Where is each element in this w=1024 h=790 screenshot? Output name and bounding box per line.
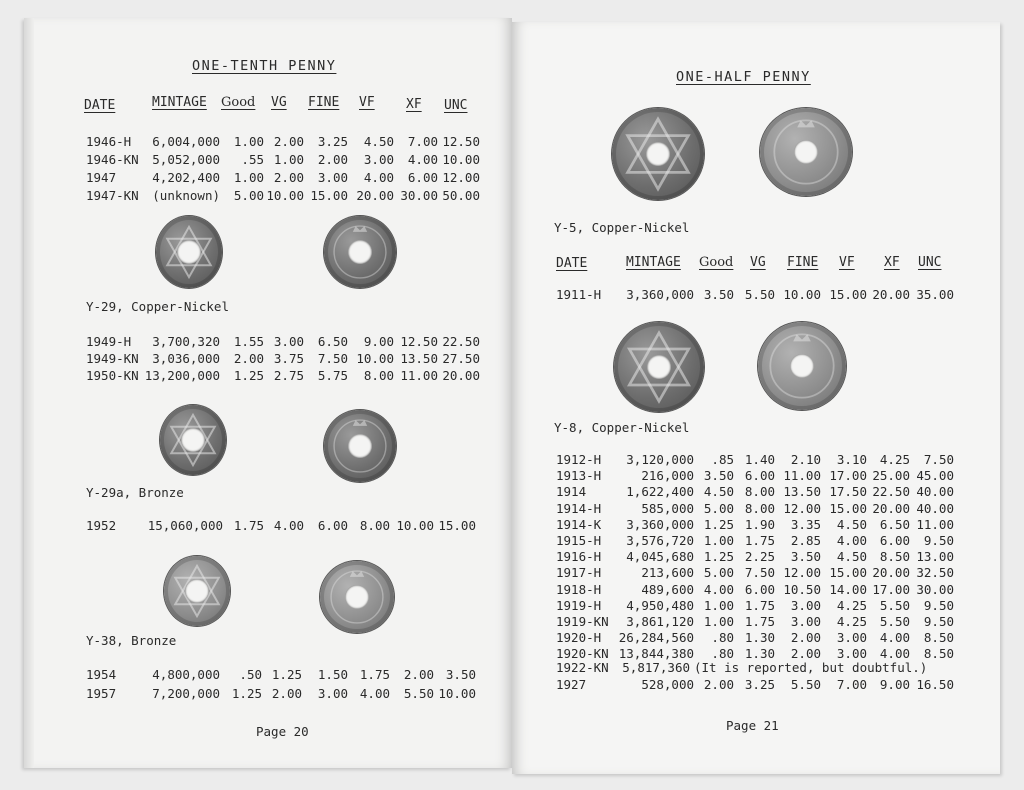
table-row xyxy=(512,468,1000,485)
cell-fine: 3.35 xyxy=(790,516,821,532)
cell-vg: 1.25 xyxy=(271,667,302,682)
cell-vf: 4.25 xyxy=(836,614,867,629)
table-row xyxy=(512,549,1000,566)
cell-fine: 3.25 xyxy=(317,134,348,149)
cell-vf: 4.00 xyxy=(836,533,867,548)
coin-type-label: Y-5, Copper-Nickel xyxy=(554,220,690,235)
cell-date: 1947 xyxy=(86,170,117,185)
table-row xyxy=(512,501,1000,518)
cell-vg: 10.00 xyxy=(266,188,304,203)
cell-fine: 1.50 xyxy=(317,667,348,682)
cell-xf: 22.50 xyxy=(872,484,910,500)
cell-unc: 40.00 xyxy=(916,484,954,500)
coin-obverse xyxy=(156,216,222,288)
coin-type-label: Y-29, Copper-Nickel xyxy=(86,299,229,314)
cell-unc: 8.50 xyxy=(923,646,954,662)
cell-xf: 20.00 xyxy=(872,500,910,516)
coin-type-label: Y-38, Bronze xyxy=(86,633,177,648)
cell-vg: 7.50 xyxy=(744,565,775,581)
cell-unc: 40.00 xyxy=(916,500,954,516)
cell-fine: 15.00 xyxy=(310,188,348,203)
col-unc: UNC xyxy=(444,98,468,113)
cell-date: 1914 xyxy=(556,484,587,500)
cell-date: 1957 xyxy=(86,686,117,701)
cell-mintage: 15,060,000 xyxy=(147,518,223,533)
cell-vf: 14.00 xyxy=(829,581,867,597)
table-row xyxy=(24,170,512,187)
cell-unc: 9.50 xyxy=(923,533,954,548)
cell-vg: 3.25 xyxy=(744,677,775,692)
cell-vg: 8.00 xyxy=(744,500,775,516)
cell-vf: 3.10 xyxy=(836,452,867,467)
cell-vf: 10.00 xyxy=(356,351,394,366)
cell-fine: 5.50 xyxy=(790,677,821,692)
col-date: DATE xyxy=(84,98,116,113)
table-row xyxy=(24,152,512,169)
cell-vf: 15.00 xyxy=(829,500,867,516)
cell-date: 1949-H xyxy=(86,334,132,349)
cell-fine: 11.00 xyxy=(783,468,821,484)
cell-good: 5.00 xyxy=(233,188,264,203)
cell-mintage: 13,200,000 xyxy=(144,368,220,383)
cell-unc: 32.50 xyxy=(916,565,954,581)
cell-mintage: 216,000 xyxy=(641,468,694,484)
cell-note: (It is reported, but doubtful.) xyxy=(694,660,928,675)
cell-good: 5.00 xyxy=(703,500,734,516)
cell-mintage: 585,000 xyxy=(641,500,694,516)
cell-mintage: 4,950,480 xyxy=(626,597,694,613)
coin-type-label: Y-29a, Bronze xyxy=(86,485,184,500)
cell-unc: 9.50 xyxy=(923,614,954,629)
cell-good: 1.00 xyxy=(703,614,734,629)
cell-good: 5.00 xyxy=(703,565,734,581)
cell-mintage: 3,120,000 xyxy=(626,452,694,467)
cell-vf: 3.00 xyxy=(363,152,394,167)
cell-unc: 12.50 xyxy=(442,134,480,149)
cell-fine: 6.00 xyxy=(317,518,348,533)
cell-good: 3.50 xyxy=(703,468,734,484)
coin-type-label: Y-8, Copper-Nickel xyxy=(554,420,690,435)
cell-mintage: 7,200,000 xyxy=(152,686,220,701)
cell-good: 1.00 xyxy=(703,597,734,613)
cell-vf: 1.75 xyxy=(359,667,390,682)
cell-mintage: 3,360,000 xyxy=(626,516,694,532)
cell-mintage: 3,576,720 xyxy=(626,533,694,548)
cell-xf: 8.50 xyxy=(879,549,910,565)
cell-vf: 4.25 xyxy=(836,597,867,613)
cell-vg: 6.00 xyxy=(744,581,775,597)
cell-vf: 15.00 xyxy=(829,565,867,581)
cell-vg: 1.40 xyxy=(744,452,775,467)
cell-good: 1.75 xyxy=(233,518,264,533)
cell-mintage: 4,045,680 xyxy=(626,549,694,565)
cell-mintage: 213,600 xyxy=(641,565,694,581)
cell-xf: 10.00 xyxy=(396,518,434,533)
cell-fine: 13.50 xyxy=(783,484,821,500)
cell-unc: 15.00 xyxy=(438,518,476,533)
table-row xyxy=(512,582,1000,599)
cell-vf: 9.00 xyxy=(363,334,394,349)
cell-date: 1946-H xyxy=(86,134,132,149)
cell-unc: 8.50 xyxy=(923,630,954,646)
cell-fine: 3.00 xyxy=(317,686,348,701)
cell-good: 1.25 xyxy=(703,516,734,532)
page-number: Page 20 xyxy=(256,724,309,739)
cell-vg: 1.30 xyxy=(744,646,775,662)
cell-date: 1918-H xyxy=(556,581,602,597)
cell-xf: 6.50 xyxy=(879,516,910,532)
cell-mintage: 528,000 xyxy=(641,677,694,692)
cell-vg: 1.90 xyxy=(744,516,775,532)
cell-vg: 1.00 xyxy=(273,152,304,167)
cell-xf: 11.00 xyxy=(400,368,438,383)
cell-date: 1916-H xyxy=(556,549,602,565)
cell-fine: 3.00 xyxy=(790,597,821,613)
col-mintage: MINTAGE xyxy=(152,95,207,110)
cell-good: .80 xyxy=(711,646,734,662)
cell-mintage: 6,004,000 xyxy=(152,134,220,149)
cell-mintage: 5,052,000 xyxy=(152,152,220,167)
cell-vg: 2.00 xyxy=(273,134,304,149)
col-good: Good xyxy=(221,95,256,110)
cell-mintage: 5,817,360 xyxy=(622,660,690,675)
cell-vg: 8.00 xyxy=(744,484,775,500)
cell-unc: 30.00 xyxy=(916,581,954,597)
left-page xyxy=(24,18,512,768)
table-row xyxy=(512,630,1000,647)
cell-unc: 11.00 xyxy=(916,516,954,532)
cell-unc: 45.00 xyxy=(916,468,954,484)
coin-reverse xyxy=(324,216,396,288)
col-fine: FINE xyxy=(787,255,819,270)
cell-vf: 4.50 xyxy=(363,134,394,149)
cell-fine: 10.00 xyxy=(783,287,821,302)
cell-date: 1920-KN xyxy=(556,646,609,662)
cell-date: 1912-H xyxy=(556,452,602,467)
col-fine: FINE xyxy=(308,95,340,110)
cell-date: 1950-KN xyxy=(86,368,139,383)
cell-vg: 2.00 xyxy=(273,170,304,185)
col-vg: VG xyxy=(271,95,287,110)
cell-xf: 13.50 xyxy=(400,351,438,366)
coin-obverse xyxy=(164,556,230,626)
cell-xf: 4.25 xyxy=(879,452,910,467)
cell-date: 1914-H xyxy=(556,500,602,516)
cell-good: 2.00 xyxy=(233,351,264,366)
cell-date: 1911-H xyxy=(556,287,602,302)
cell-date: 1917-H xyxy=(556,565,602,581)
cell-xf: 6.00 xyxy=(407,170,438,185)
table-row xyxy=(24,334,512,351)
cell-vf: 4.50 xyxy=(836,516,867,532)
cell-unc: 12.00 xyxy=(442,170,480,185)
cell-xf: 4.00 xyxy=(879,630,910,646)
cell-good: 4.50 xyxy=(703,484,734,500)
cell-unc: 50.00 xyxy=(442,188,480,203)
cell-xf: 17.00 xyxy=(872,581,910,597)
cell-good: .50 xyxy=(239,667,262,682)
cell-good: 3.50 xyxy=(703,287,734,302)
cell-xf: 12.50 xyxy=(400,334,438,349)
cell-fine: 2.10 xyxy=(790,452,821,467)
cell-date: 1927 xyxy=(556,677,587,692)
col-vg: VG xyxy=(750,255,766,270)
cell-good: 1.00 xyxy=(233,170,264,185)
cell-xf: 2.00 xyxy=(403,667,434,682)
cell-xf: 4.00 xyxy=(879,646,910,662)
cell-unc: 10.00 xyxy=(438,686,476,701)
cell-mintage: 3,700,320 xyxy=(152,334,220,349)
cell-date: 1952 xyxy=(86,518,117,533)
col-xf: XF xyxy=(406,97,422,112)
table-row xyxy=(512,565,1000,582)
cell-good: 1.55 xyxy=(233,334,264,349)
cell-vg: 2.25 xyxy=(744,549,775,565)
table-row xyxy=(24,134,512,151)
cell-good: 1.25 xyxy=(703,549,734,565)
col-unc: UNC xyxy=(918,255,942,270)
table-row xyxy=(512,484,1000,501)
cell-xf: 7.00 xyxy=(407,134,438,149)
cell-date: 1947-KN xyxy=(86,188,139,203)
cell-unc: 10.00 xyxy=(442,152,480,167)
cell-mintage: 489,600 xyxy=(641,581,694,597)
cell-date: 1946-KN xyxy=(86,152,139,167)
col-date: DATE xyxy=(556,256,588,271)
cell-fine: 3.50 xyxy=(790,549,821,565)
cell-date: 1919-KN xyxy=(556,614,609,629)
cell-xf: 20.00 xyxy=(872,287,910,302)
table-row xyxy=(512,287,1000,304)
cell-good: 1.25 xyxy=(231,686,262,701)
cell-vg: 1.75 xyxy=(744,533,775,548)
cell-vf: 3.00 xyxy=(836,630,867,646)
cell-unc: 20.00 xyxy=(442,368,480,383)
cell-vg: 2.75 xyxy=(273,368,304,383)
cell-fine: 6.50 xyxy=(317,334,348,349)
cell-vf: 4.50 xyxy=(836,549,867,565)
coin-reverse xyxy=(758,322,846,410)
cell-mintage: 26,284,560 xyxy=(618,630,694,646)
coin-reverse xyxy=(760,108,852,196)
cell-vf: 7.00 xyxy=(836,677,867,692)
cell-vf: 4.00 xyxy=(363,170,394,185)
coin-reverse xyxy=(320,561,394,633)
cell-date: 1915-H xyxy=(556,533,602,548)
cell-vg: 4.00 xyxy=(273,518,304,533)
cell-unc: 22.50 xyxy=(442,334,480,349)
right-page xyxy=(512,22,1000,774)
col-mintage: MINTAGE xyxy=(626,255,681,270)
cell-fine: 12.00 xyxy=(783,565,821,581)
cell-unc: 27.50 xyxy=(442,351,480,366)
cell-date: 1919-H xyxy=(556,597,602,613)
cell-unc: 7.50 xyxy=(923,452,954,467)
cell-vg: 1.75 xyxy=(744,614,775,629)
table-row xyxy=(512,517,1000,534)
table-row xyxy=(512,614,1000,631)
table-row xyxy=(24,368,512,385)
col-good: Good xyxy=(699,255,734,270)
cell-good: 1.00 xyxy=(703,533,734,548)
cell-good: 2.00 xyxy=(703,677,734,692)
page-title: ONE-TENTH PENNY xyxy=(192,58,337,74)
cell-unc: 16.50 xyxy=(916,677,954,692)
cell-fine: 3.00 xyxy=(317,170,348,185)
cell-vg: 1.75 xyxy=(744,597,775,613)
cell-vf: 20.00 xyxy=(356,188,394,203)
cell-vg: 3.00 xyxy=(273,334,304,349)
cell-vg: 5.50 xyxy=(744,287,775,302)
cell-fine: 2.85 xyxy=(790,533,821,548)
cell-vf: 4.00 xyxy=(359,686,390,701)
cell-mintage: 13,844,380 xyxy=(618,646,694,662)
cell-fine: 7.50 xyxy=(317,351,348,366)
cell-fine: 2.00 xyxy=(317,152,348,167)
cell-xf: 9.00 xyxy=(879,677,910,692)
cell-unc: 35.00 xyxy=(916,287,954,302)
cell-date: 1922-KN xyxy=(556,660,609,675)
cell-xf: 5.50 xyxy=(879,614,910,629)
cell-xf: 5.50 xyxy=(879,597,910,613)
cell-xf: 4.00 xyxy=(407,152,438,167)
cell-vf: 17.00 xyxy=(829,468,867,484)
cell-xf: 6.00 xyxy=(879,533,910,548)
cell-fine: 5.75 xyxy=(317,368,348,383)
col-vf: VF xyxy=(839,255,855,270)
cell-vf: 3.00 xyxy=(836,646,867,662)
cell-vg: 3.75 xyxy=(273,351,304,366)
cell-good: 1.00 xyxy=(233,134,264,149)
table-row xyxy=(24,188,512,205)
cell-date: 1920-H xyxy=(556,630,602,646)
cell-good: 4.00 xyxy=(703,581,734,597)
cell-good: .85 xyxy=(711,452,734,467)
cell-fine: 10.50 xyxy=(783,581,821,597)
cell-vg: 6.00 xyxy=(744,468,775,484)
cell-mintage: 1,622,400 xyxy=(626,484,694,500)
cell-good: .80 xyxy=(711,630,734,646)
table-row xyxy=(512,452,1000,469)
cell-xf: 5.50 xyxy=(403,686,434,701)
cell-xf: 25.00 xyxy=(872,468,910,484)
coin-reverse xyxy=(324,410,396,482)
cell-vf: 15.00 xyxy=(829,287,867,302)
cell-mintage: 4,202,400 xyxy=(152,170,220,185)
cell-date: 1949-KN xyxy=(86,351,139,366)
cell-vf: 8.00 xyxy=(359,518,390,533)
cell-vg: 1.30 xyxy=(744,630,775,646)
cell-vg: 2.00 xyxy=(271,686,302,701)
cell-vf: 8.00 xyxy=(363,368,394,383)
table-row xyxy=(512,660,1000,677)
cell-mintage: (unknown) xyxy=(152,188,220,203)
coin-obverse xyxy=(614,322,704,412)
table-row xyxy=(24,686,512,703)
cell-fine: 12.00 xyxy=(783,500,821,516)
cell-mintage: 3,036,000 xyxy=(152,351,220,366)
cell-xf: 20.00 xyxy=(872,565,910,581)
table-row xyxy=(24,351,512,368)
table-row xyxy=(512,677,1000,694)
coin-obverse xyxy=(612,108,704,200)
cell-fine: 2.00 xyxy=(790,646,821,662)
table-row xyxy=(512,533,1000,550)
page-title: ONE-HALF PENNY xyxy=(676,69,811,85)
cell-date: 1954 xyxy=(86,667,117,682)
cell-mintage: 3,861,120 xyxy=(626,614,694,629)
cell-fine: 2.00 xyxy=(790,630,821,646)
cell-mintage: 3,360,000 xyxy=(626,287,694,302)
cell-mintage: 4,800,000 xyxy=(152,667,220,682)
cell-fine: 3.00 xyxy=(790,614,821,629)
cell-unc: 13.00 xyxy=(916,549,954,565)
col-vf: VF xyxy=(359,95,375,110)
cell-good: .55 xyxy=(241,152,264,167)
cell-date: 1914-K xyxy=(556,516,602,532)
coin-obverse xyxy=(160,405,226,475)
table-row xyxy=(512,598,1000,615)
cell-good: 1.25 xyxy=(233,368,264,383)
col-xf: XF xyxy=(884,255,900,270)
cell-unc: 9.50 xyxy=(923,597,954,613)
table-row xyxy=(24,667,512,684)
cell-unc: 3.50 xyxy=(445,667,476,682)
page-number: Page 21 xyxy=(726,718,779,733)
cell-vf: 17.50 xyxy=(829,484,867,500)
cell-date: 1913-H xyxy=(556,468,602,484)
table-row xyxy=(24,518,512,535)
cell-xf: 30.00 xyxy=(400,188,438,203)
